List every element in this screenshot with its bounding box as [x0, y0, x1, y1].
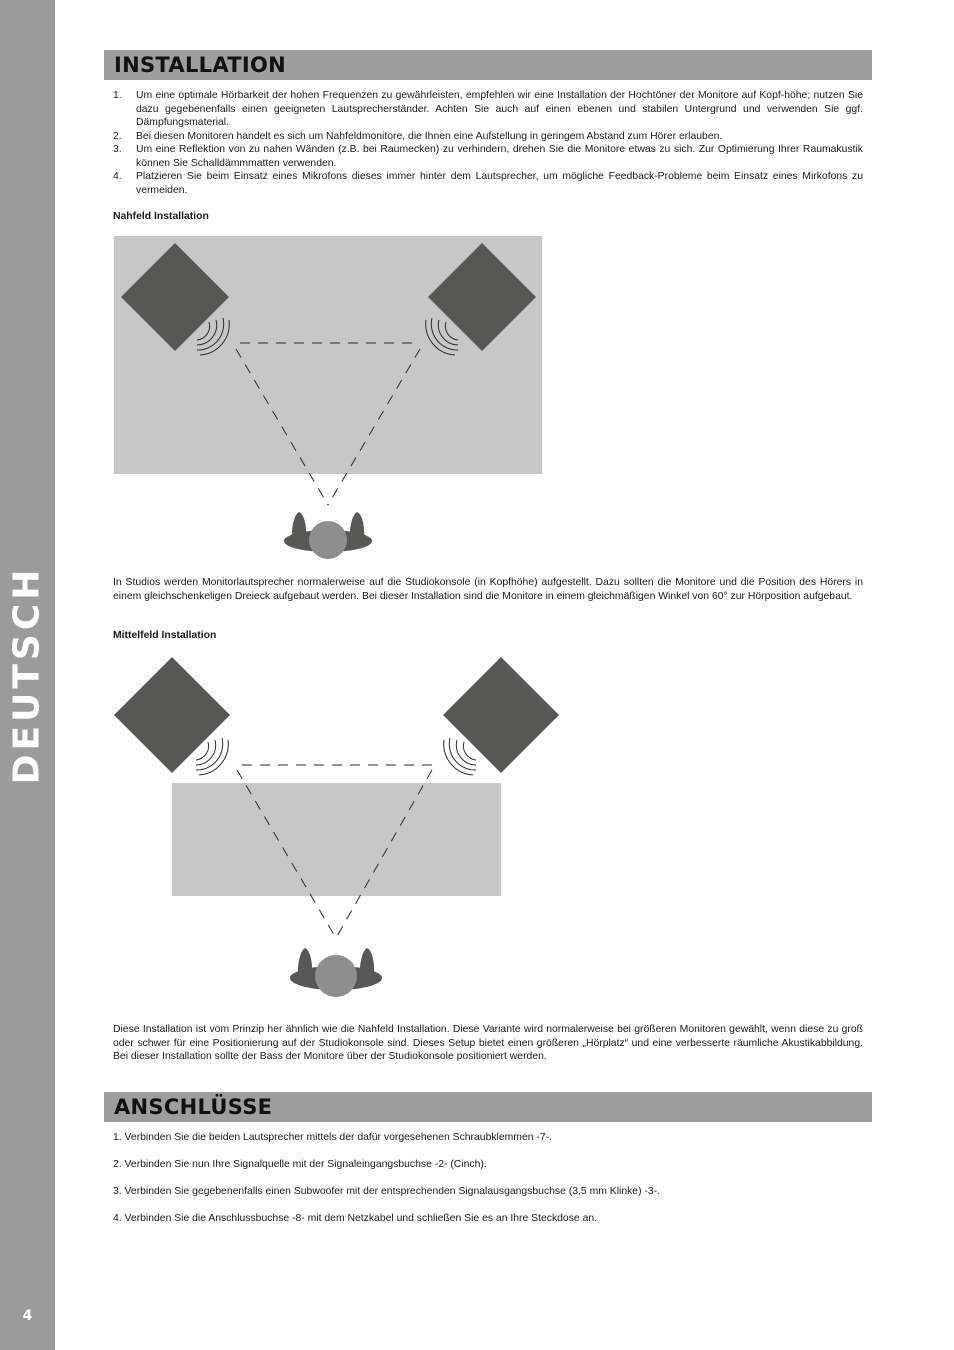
right-sound-wave-icon	[444, 738, 476, 775]
installation-title: INSTALLATION	[114, 53, 287, 77]
step-text: Um eine optimale Hörbarkeit der hohen Frequenzen zu gewährleisten, empfehlen wir eine Installation der Hochtöner der Monitore auf Kopf-höhe; nutzen Sie dazu gegebenenfalls einen geeigneten Lautsprecherständer. Achten Sie auch auf einen ebenen und stabilen Untergrund und verwenden Sie ggf. Dämpfungsmaterial.	[136, 90, 863, 128]
nahfeld-heading: Nahfeld Installation	[113, 211, 209, 222]
right-sound-wave-icon	[426, 318, 458, 355]
list-item	[113, 170, 863, 197]
studio-console	[172, 783, 501, 896]
listening-triangle	[236, 343, 420, 505]
anschluesse-title: ANSCHLÜSSE	[114, 1095, 273, 1119]
left-speaker	[114, 657, 230, 773]
list-item	[113, 89, 863, 130]
language-label: DEUTSCH	[6, 565, 48, 785]
anschluesse-header	[104, 1092, 872, 1122]
mittelfeld-description: Diese Installation ist vom Prinzip her ähnlich wie die Nahfeld Installation. Diese Variante wird normalerweise bei größeren Monitoren gewählt, wenn diese zu groß oder schwer für eine Positionierung auf der Studiokonsole sind. Dieses Setup bietet einen größeren „Hörplatz“ und eine verbesserte räumliche Akustikabbildung. Bei dieser Installation sollte der Bass der Monitore über der Studiokonsole positioniert werden.	[113, 1024, 863, 1062]
right-speaker	[443, 657, 559, 773]
installation-steps	[113, 89, 863, 197]
step-text: Bei diesen Monitoren handelt es sich um Nahfeldmonitore, die Ihnen eine Aufstellung in geringem Abstand zum Hörer erlauben.	[136, 130, 723, 142]
step-number: 1.	[113, 90, 122, 101]
listening-triangle	[237, 765, 432, 938]
step-number: 3.	[113, 144, 122, 155]
mittelfeld-heading: Mittelfeld Installation	[113, 630, 217, 641]
step-text: Um eine Reflektion von zu nahen Wänden (z.B. bei Raumecken) zu verhindern, drehen Sie die Monitore etwas zu sich. Zur Optimierung Ihrer Raumakustik können Sie Schalldämmmatten verwenden.	[136, 144, 863, 169]
page-number: 4	[22, 1308, 33, 1324]
left-sound-wave-icon	[197, 318, 229, 355]
left-speaker	[121, 243, 229, 351]
list-item: 3. Verbinden Sie gegebenenfalls einen Subwoofer mit der entsprechenden Signalausgangsbuchse (3,5 mm Klinke) -3-.	[113, 1186, 661, 1197]
list-item	[113, 143, 863, 170]
right-speaker	[428, 243, 536, 351]
list-item: 4. Verbinden Sie die Anschlussbuchse -8- mit dem Netzkabel und schließen Sie es an Ihre Steckdose an.	[113, 1213, 598, 1224]
step-text: Platzieren Sie beim Einsatz eines Mikrofons dieses immer hinter dem Lautsprecher, um mögliche Feedback-Probleme beim Einsatz eines Mirkofons zu vermeiden.	[136, 171, 863, 196]
list-item: 1. Verbinden Sie die beiden Lautsprecher mittels der dafür vorgesehenen Schraubklemmen -7-.	[113, 1132, 552, 1143]
language-sidebar	[0, 0, 55, 1350]
studio-console	[114, 236, 542, 474]
nahfeld-description: In Studios werden Monitorlautsprecher normalerweise auf die Studiokonsole (in Kopfhöhe) aufgestellt. Dazu sollten die Monitore und die Position des Hörers in einem gleichschenkeligen Dreieck aufgebaut werden. Bei dieser Installation sind die Monitore in einem gleichmäßigen Winkel von 60° zur Hörposition aufgebaut.	[113, 577, 863, 602]
listener-icon	[290, 948, 382, 997]
step-number: 4.	[113, 171, 122, 182]
left-sound-wave-icon	[196, 738, 228, 775]
list-item	[113, 130, 863, 144]
installation-header	[104, 50, 872, 80]
step-number: 2.	[113, 130, 122, 142]
list-item: 2. Verbinden Sie nun Ihre Signalquelle mit der Signaleingangsbuchse -2- (Cinch).	[113, 1159, 487, 1170]
listener-icon	[284, 512, 372, 559]
